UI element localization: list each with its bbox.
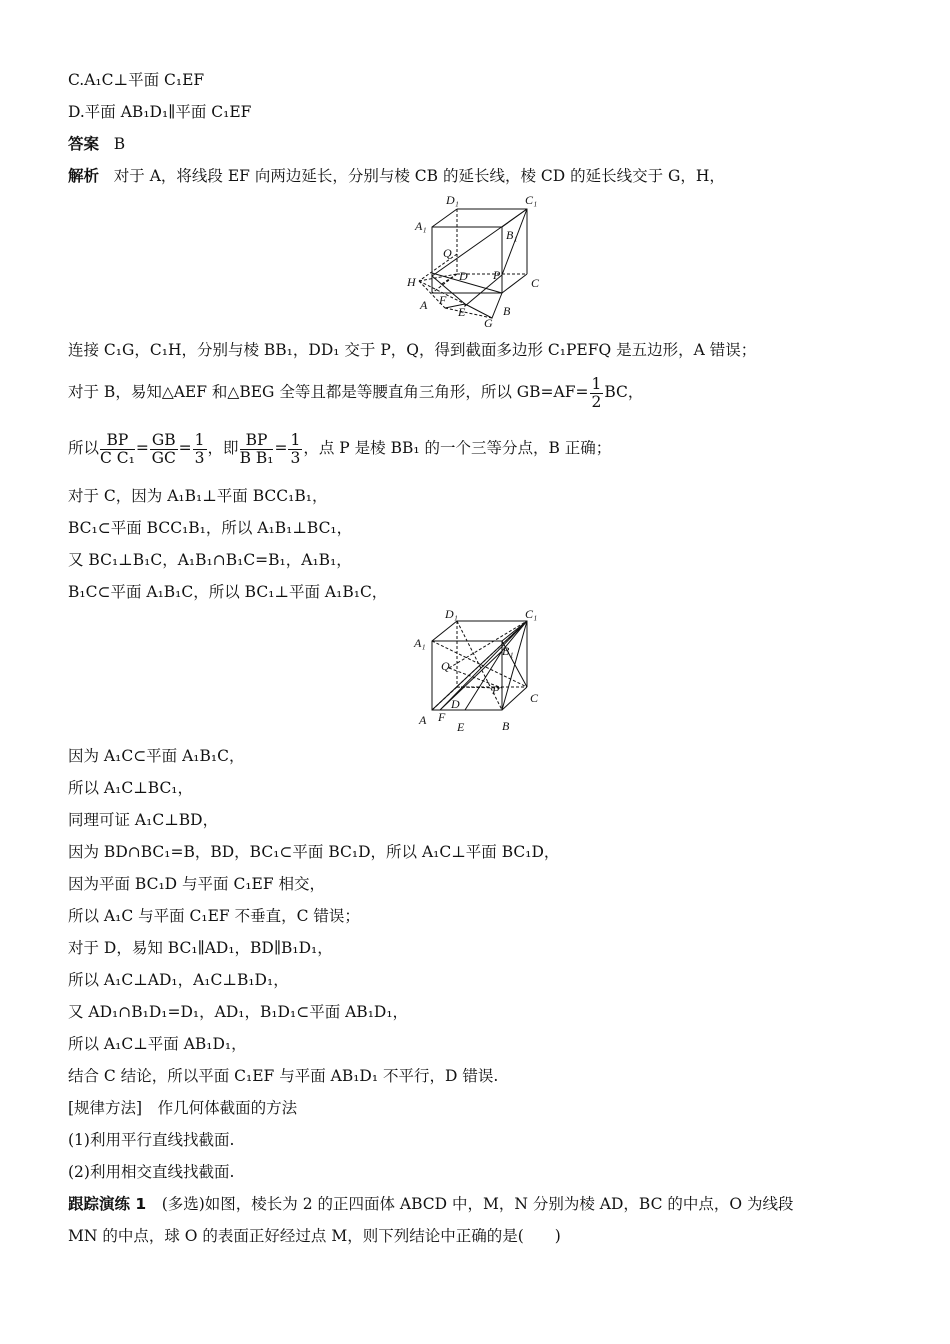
frac5-den: 3 [290,448,301,467]
cube-figure-1 [405,193,555,330]
fig2-label-a: A [419,713,427,727]
option-d: D.平面 AB₁D₁∥平面 C₁EF [68,103,252,121]
frac-half-num: 1 [591,374,602,393]
option-c: C.A₁C⊥平面 C₁EF [68,71,205,89]
frac-bp-cc1 [100,432,135,467]
fig1-label-h: H [407,275,416,289]
frac3-den: 3 [194,448,205,467]
frac1-den: C C₁ [100,448,135,467]
frac4-num: BP [240,432,274,450]
answer-line [68,134,125,154]
fig1-label-d: D [459,269,468,283]
text-line-8: 对于 C，因为 A₁B₁⊥平面 BCC₁B₁， [68,487,328,505]
frac-gb-gc [150,432,178,467]
text-line-10: 又 BC₁⊥B₁C，A₁B₁∩B₁C=B₁，A₁B₁， [68,551,352,569]
text-line-5: 连接 C₁G，C₁H，分别与棱 BB₁，DD₁ 交于 P，Q，得到截面多边形 C₁PEFQ 是五边形，A 错误； [68,341,757,359]
fig1-label-c1: C₁ [525,193,538,207]
analysis-label: 解析 [68,167,100,185]
fig1-label-a: A [420,298,428,312]
answer-value: B [113,135,126,153]
text-line-6 [68,372,643,412]
text-line-16: 因为平面 BC₁D 与平面 C₁EF 相交， [68,875,326,893]
frac-half-den: 2 [591,392,602,411]
method-item-2: (2)利用相交直线找截面. [68,1163,235,1181]
method-heading: [规律方法] 作几何体截面的方法 [68,1099,298,1117]
text-line-19: 所以 A₁C⊥AD₁，A₁C⊥B₁D₁， [68,971,289,989]
text-line-7: 所以 $\frac{BP}{\text{C C₁}}$ = $\frac{GB}{GC}$ = $\frac{1}{3}$ ，即 $\frac{BP}{\text{B B₁}}$ = $\frac{1}{3}$ ，点 P 是棱 BB₁ 的一个三等分点，B 正确； [68,430,612,467]
text-line-14: 同理可证 A₁C⊥BD， [68,811,219,829]
analysis-line [68,166,725,186]
frac1-num: BP [100,432,135,450]
fig2-label-e: E [457,720,465,734]
exercise-text: (多选)如图，棱长为 2 的正四面体 ABCD 中，M，N 分别为棱 AD，BC 的中点，O 为线段 [146,1195,794,1213]
l7-text-b: ，即 [207,439,239,457]
text-line-22: 结合 C 结论，所以平面 C₁EF 与平面 AB₁D₁ 不平行，D 错误. [68,1067,499,1085]
fig2-label-b1: B₁ [502,644,514,658]
fig1-label-e: E [458,305,466,319]
l7-text-c: ，点 P 是棱 BB₁ 的一个三等分点，B 正确； [303,439,612,457]
frac-bp-bb1 [240,432,274,467]
fig2-label-a1: A₁ [414,636,426,650]
text-line-21: 所以 A₁C⊥平面 AB₁D₁， [68,1035,247,1053]
fig2-label-b: B [502,719,510,733]
text-line-11: B₁C⊂平面 A₁B₁C，所以 BC₁⊥平面 A₁B₁C， [68,583,388,601]
fig1-label-a1: A₁ [415,219,427,233]
fig1-label-f: F [439,293,447,307]
frac-one-third-b [288,432,302,467]
text-line-20: 又 AD₁∩B₁D₁=D₁，AD₁，B₁D₁⊂平面 AB₁D₁， [68,1003,409,1021]
l7-text-a: 所以 [68,439,100,457]
fig2-label-f: F [438,710,446,724]
fig2-label-d: D [451,697,460,711]
text-line-13: 所以 A₁C⊥BC₁， [68,779,194,797]
text-line-17: 所以 A₁C 与平面 C₁EF 不垂直，C 错误； [68,907,360,925]
fig1-label-p: P [493,268,501,282]
fig1-label-q: Q [443,246,452,260]
text-line-18: 对于 D，易知 BC₁∥AD₁，BD∥B₁D₁， [68,939,333,957]
frac-one-third-a [193,432,207,467]
frac2-num: GB [151,430,176,449]
fig1-label-b: B [503,304,511,318]
fig1-label-b1: B₁ [506,228,518,242]
method-item-1: (1)利用平行直线找截面. [68,1131,235,1149]
text-line-12: 因为 A₁C⊂平面 A₁B₁C， [68,747,245,765]
fig2-label-c1: C₁ [525,608,538,621]
frac4-den: B B₁ [239,448,274,467]
analysis-text: 对于 A，将线段 EF 向两边延长，分别与棱 CB 的延长线，棱 CD 的延长线交于 G，H， [113,167,725,185]
frac-half [590,376,604,411]
l6-text-a: 对于 B，易知△AEF 和△BEG 全等且都是等腰直角三角形，所以 GB=AF= [68,383,589,401]
cube-figure-2 [405,608,555,738]
fig1-label-c: C [531,276,540,290]
answer-label: 答案 [68,135,100,153]
frac3-num: 1 [194,430,205,449]
fig2-label-q: Q [441,659,450,673]
fig2-label-d1: D₁ [445,608,458,621]
l6-text-b: BC， [604,383,644,401]
text-line-15: 因为 BD∩BC₁=B，BD，BC₁⊂平面 BC₁D，所以 A₁C⊥平面 BC₁D， [68,843,560,861]
exercise-label: 跟踪演练 1 [68,1195,147,1213]
frac5-num: 1 [290,430,301,449]
exercise-line-2: MN 的中点，球 O 的表面正好经过点 M，则下列结论中正确的是( ) [68,1227,561,1245]
fig2-label-p: P [492,683,500,697]
fig2-label-c: C [530,691,539,705]
fig1-label-d1: D₁ [446,193,459,207]
fig1-label-g: G [484,316,493,330]
text-line-9: BC₁⊂平面 BCC₁B₁，所以 A₁B₁⊥BC₁， [68,519,353,537]
exercise-line-1 [68,1194,794,1214]
frac2-den: GC [151,448,176,467]
